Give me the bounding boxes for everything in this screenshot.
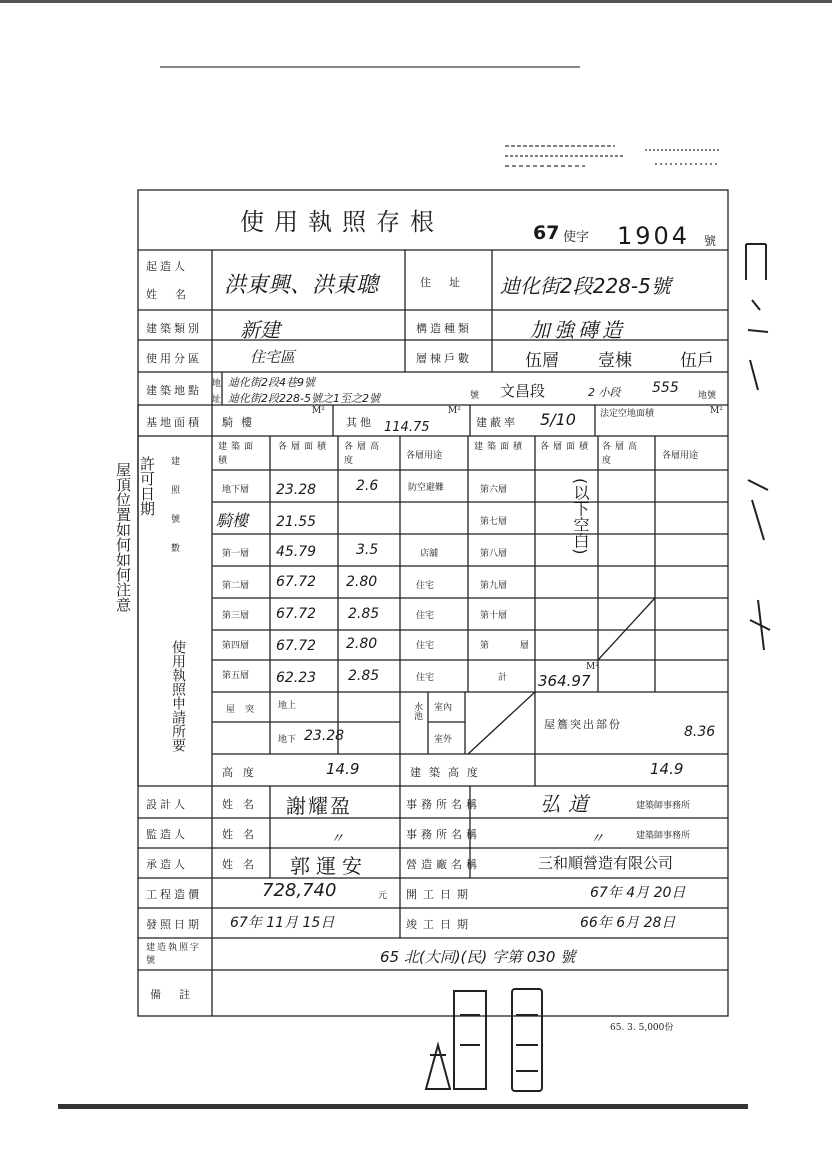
- floor-use: 防空避難: [408, 483, 445, 493]
- designer-label: 設計人: [146, 798, 188, 811]
- issue-label: 發照日期: [146, 918, 202, 931]
- issue-value: 67年 11月 15日: [230, 915, 335, 931]
- ground-down-value: 23.28: [304, 728, 345, 744]
- outdoor-label: 室外: [434, 735, 453, 745]
- zone-label: 使用分區: [146, 352, 202, 365]
- designer-office: 弘道: [540, 792, 596, 816]
- location-label: 建築地點: [146, 384, 202, 397]
- start-label: 開工日期: [406, 888, 474, 901]
- floors-left-note: 建照號數: [169, 456, 179, 572]
- protrude-value: 8.36: [684, 724, 716, 740]
- road-line-1: 迪化街2段4巷9號: [228, 376, 315, 389]
- coverage-label: 建蔽率: [476, 416, 518, 429]
- floor-name: 第四層: [222, 641, 250, 651]
- left-note-1: 屋頂位置如何如何注意: [114, 462, 132, 612]
- tower-label: 屋突: [226, 705, 265, 715]
- floor-name: 地下層: [222, 485, 250, 495]
- document-number: 1904: [617, 222, 691, 250]
- area-sub-1: 騎樓: [222, 416, 260, 429]
- coverage-value: 5/10: [540, 410, 576, 429]
- floor-use: 住宅: [416, 641, 435, 651]
- total-unit: M²: [586, 662, 599, 672]
- floors-value: 伍層: [525, 351, 559, 371]
- protrude-label: 屋簷突出部份: [544, 718, 622, 731]
- floor-use: 住宅: [416, 673, 435, 683]
- floor-height: 2.80: [346, 636, 378, 652]
- address-label: 住址: [420, 276, 478, 289]
- floor-height: 2.6: [356, 478, 379, 494]
- floor-name: 騎樓: [216, 511, 249, 530]
- floor-use: 店舖: [420, 549, 439, 559]
- number-prefix: 67: [533, 222, 560, 244]
- contractor-factory: 三和順營造有限公司: [538, 854, 674, 872]
- bldg-height-value: 14.9: [650, 760, 684, 778]
- left-note-2: 許可日期: [138, 456, 156, 516]
- bldg-height-label: 建築高度: [410, 766, 486, 779]
- start-value: 67年 4月 20日: [590, 885, 686, 901]
- contractor-label: 承造人: [146, 858, 188, 871]
- designer-name-label: 姓名: [222, 798, 264, 811]
- floors-label: 層棟戶數: [416, 352, 472, 365]
- floor-name: 第九層: [480, 581, 508, 591]
- floor-name: 第二層: [222, 581, 250, 591]
- zone-value: 住宅區: [250, 348, 296, 366]
- cost-unit: 元: [378, 891, 388, 901]
- floor-height: 2.85: [348, 606, 380, 622]
- floor-use: 住宅: [416, 611, 435, 621]
- floor-area: 45.79: [276, 544, 317, 560]
- floors-header-4: 各層用途: [406, 451, 443, 461]
- floors-header-5: 建築面積: [474, 442, 527, 452]
- designer-office-label: 事務所名稱: [406, 798, 481, 811]
- lot-label: 地號: [698, 391, 717, 401]
- owner-label-1: 起造人: [146, 260, 188, 273]
- area-sub-2: 其他: [346, 416, 374, 429]
- supervisor-label: 監造人: [146, 828, 188, 841]
- height-label: 高度: [222, 766, 264, 779]
- ground-up: 地上: [278, 701, 297, 711]
- floor-use: 住宅: [416, 581, 435, 591]
- loc-sub-1: 地: [212, 379, 222, 389]
- road-line-2: 迪化街2段228-5號之1至之2號: [228, 392, 380, 405]
- finish-label: 竣工日期: [406, 918, 474, 931]
- contractor-name: 郭運安: [290, 854, 368, 878]
- permit-value: 65 北(大同)(民) 字第 030 號: [380, 948, 576, 966]
- floors-header-8: 各層用途: [662, 451, 699, 461]
- remark-label: 備註: [150, 988, 208, 1001]
- district: 文昌段: [500, 382, 546, 400]
- building-class-value: 新建: [240, 318, 280, 342]
- factory-label: 營造廠名稱: [406, 858, 481, 871]
- floors-header-3: 各層高度: [344, 442, 384, 466]
- supervisor-suffix: 建築師事務所: [636, 831, 691, 841]
- floor-height: 2.80: [346, 574, 378, 590]
- owner-address: 迪化街2段228-5號: [500, 274, 671, 298]
- floor-name: 第六層: [480, 485, 508, 495]
- floor-area: 67.72: [276, 574, 317, 590]
- total-area: 364.97: [538, 672, 591, 690]
- official-stamp: [420, 985, 550, 1095]
- number-char: 使字: [563, 230, 590, 245]
- households-value: 伍戶: [680, 351, 714, 371]
- area-unit-1: M²: [312, 406, 325, 416]
- left-note-3: 使用執照申請所要: [170, 640, 186, 752]
- floor-name: 第五層: [222, 671, 250, 681]
- contractor-name-label: 姓名: [222, 858, 264, 871]
- floor-name: 第七層: [480, 517, 508, 527]
- blank-stamp: (以下空白): [571, 478, 590, 555]
- document-title: 使用執照存根: [240, 208, 444, 236]
- area-unit-2: M²: [448, 406, 461, 416]
- open-space-label: 法定空地面積: [600, 409, 655, 419]
- floor-area: 62.23: [276, 670, 317, 686]
- floor-name: 第一層: [222, 549, 250, 559]
- floor-height: 2.85: [348, 668, 380, 684]
- floor-area: 21.55: [276, 514, 317, 530]
- area-unit-3: M²: [710, 406, 723, 416]
- small-section: 2 小段: [588, 386, 621, 399]
- other-area-value: 114.75: [384, 420, 430, 435]
- number-suffix: 號: [704, 234, 717, 248]
- permit-label: 建造執照字號: [146, 943, 202, 966]
- floor-name: 第八層: [480, 549, 508, 559]
- floors-header-2: 各層面積: [278, 442, 331, 452]
- finish-value: 66年 6月 28日: [580, 915, 676, 931]
- height-value: 14.9: [326, 760, 360, 778]
- owner-name: 洪東興、洪東聰: [224, 273, 379, 298]
- ground-down: 地下: [278, 735, 297, 745]
- supervisor-name-label: 姓名: [222, 828, 264, 841]
- structure-label: 構造種類: [416, 322, 472, 335]
- floors-header-1: 建築面積: [218, 442, 258, 466]
- lot-number: 555: [652, 380, 679, 396]
- designer-name: 謝耀盈: [286, 794, 352, 818]
- floor-name: 第三層: [222, 611, 250, 621]
- cost-label: 工程造價: [146, 888, 202, 901]
- floor-name: 第十層: [480, 611, 508, 621]
- pool-label: 水池: [412, 702, 422, 720]
- address-char: 號: [470, 391, 480, 401]
- floor-height: 3.5: [356, 542, 379, 558]
- supervisor-office-label: 事務所名稱: [406, 828, 481, 841]
- designer-suffix: 建築師事務所: [636, 801, 691, 811]
- loc-sub-2: 址: [212, 395, 222, 405]
- floor-area: 67.72: [276, 606, 317, 622]
- floor-area: 67.72: [276, 638, 317, 654]
- indoor-label: 室內: [434, 703, 453, 713]
- supervisor-office: 〃: [590, 831, 604, 847]
- floor-area: 23.28: [276, 482, 317, 498]
- floors-header-6: 各層面積: [540, 442, 593, 452]
- supervisor-name: 〃: [330, 831, 344, 847]
- area-label: 基地面積: [146, 416, 202, 429]
- cost-value: 728,740: [262, 880, 337, 901]
- floors-header-7: 各層高度: [602, 442, 642, 466]
- owner-label-2: 姓名: [146, 288, 204, 301]
- building-class-label: 建築類別: [146, 322, 202, 335]
- print-note: 65. 3. 5,000份: [610, 1023, 674, 1033]
- structure-value: 加強磚造: [530, 318, 626, 342]
- floor-name: 計: [498, 673, 508, 683]
- floor-name: 第 層: [480, 641, 543, 651]
- buildings-value: 壹棟: [598, 351, 632, 371]
